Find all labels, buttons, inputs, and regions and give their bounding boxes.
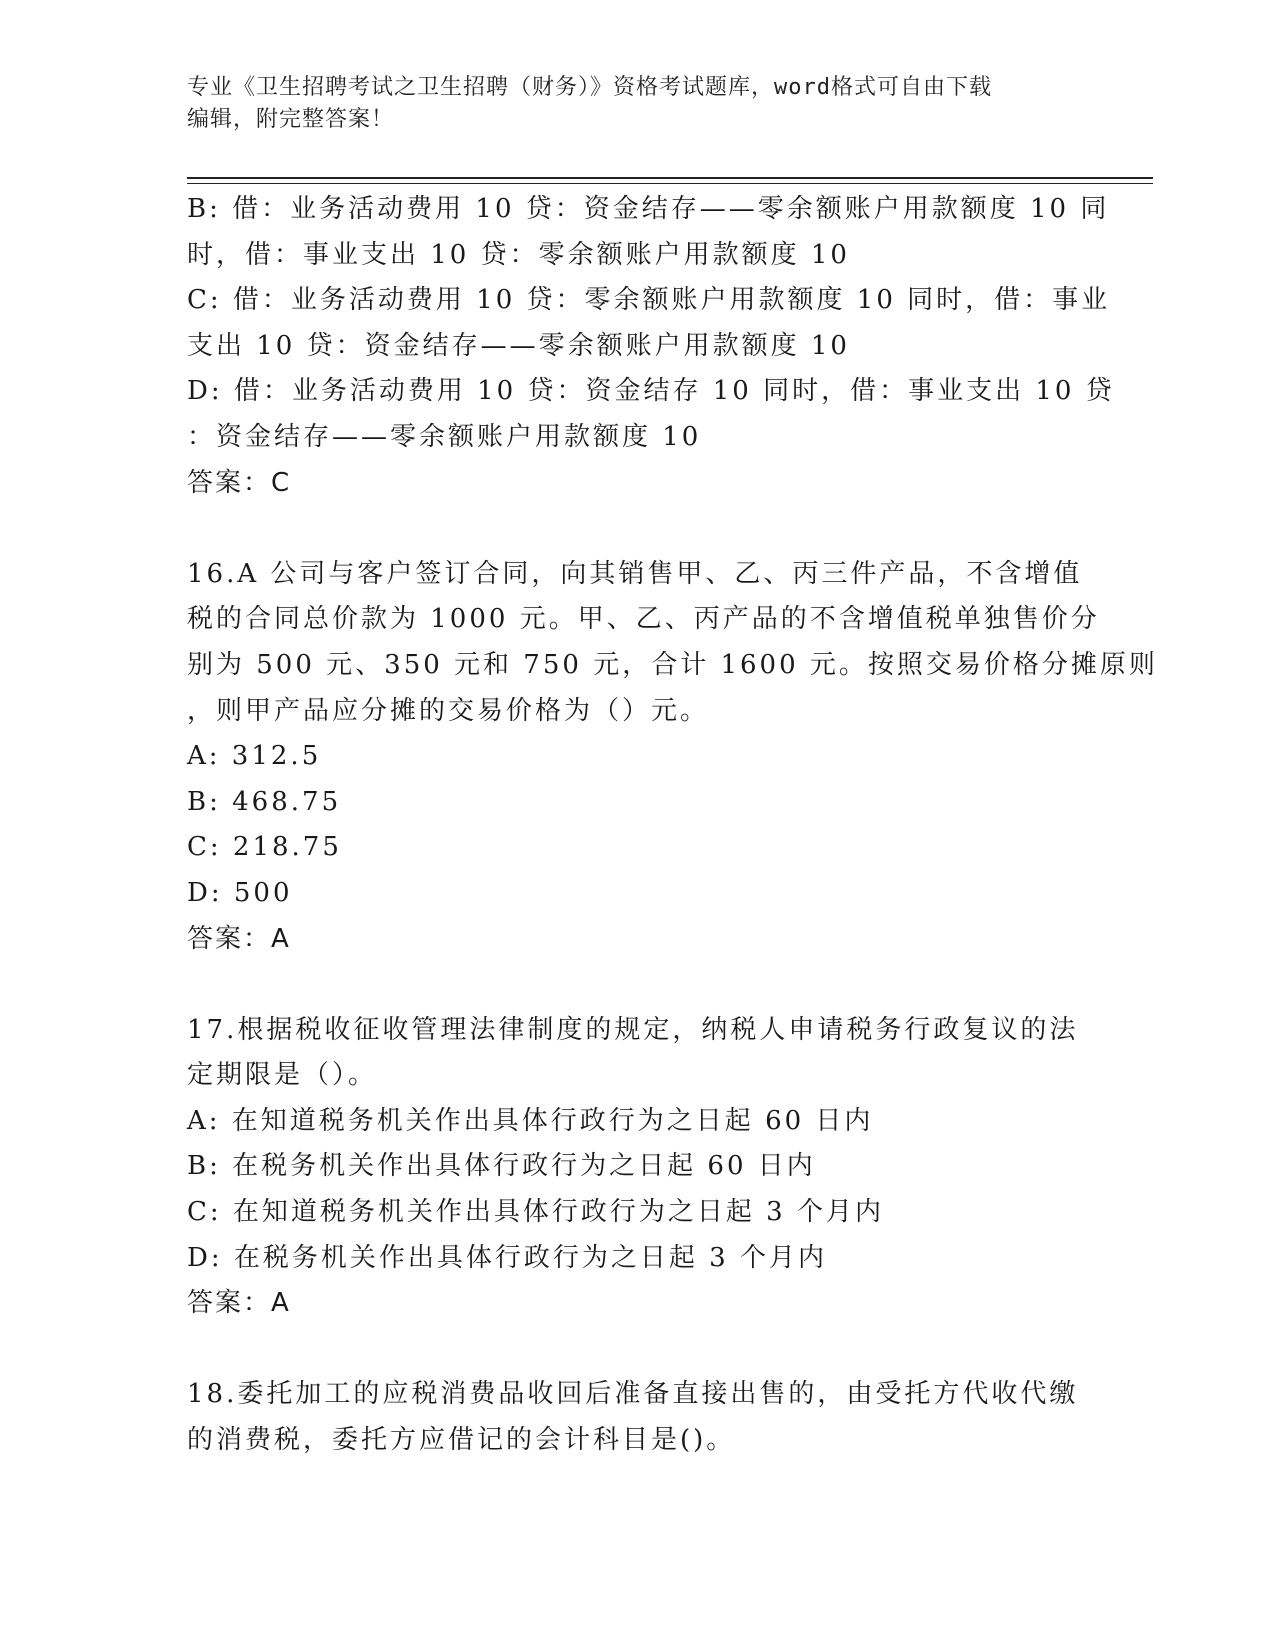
spacer xyxy=(187,962,1077,1008)
option-a: A: 312.5 xyxy=(187,741,322,772)
header-line-1: 专业《卫生招聘考试之卫生招聘（财务）》资格考试题库，word格式可自由下载 xyxy=(187,75,992,100)
option-d: D: 500 xyxy=(187,877,293,908)
spacer xyxy=(187,1327,1077,1373)
question-18-stem-1: 18.委托加工的应税消费品收回后准备直接出售的，由受托方代收代缴 xyxy=(187,1379,1079,1410)
option-d: D: 在税务机关作出具体行政行为之日起 3 个月内 xyxy=(187,1242,827,1273)
question-16-stem-3: 别为 500 元、350 元和 750 元，合计 1600 元。按照交易价格分摊原则 xyxy=(187,649,1158,680)
header-divider-thick xyxy=(187,177,1153,179)
option-b: B: 468.75 xyxy=(187,786,342,817)
header-divider-thin xyxy=(187,183,1153,184)
spacer xyxy=(187,506,1077,552)
question-18-stem-2: 的消费税，委托方应借记的会计科目是()。 xyxy=(187,1425,736,1456)
option-a: A: 在知道税务机关作出具体行政行为之日起 60 日内 xyxy=(187,1105,874,1136)
question-15-options xyxy=(187,187,1115,506)
question-17 xyxy=(187,1008,1077,1327)
answer-15: 答案：C xyxy=(187,467,292,498)
question-16-stem-4: ，则甲产品应分摊的交易价格为（）元。 xyxy=(187,695,710,726)
header-line-2: 编辑，附完整答案！ xyxy=(187,107,395,132)
option-b-line-2: 时，借：事业支出 10 贷：零余额账户用款额度 10 xyxy=(187,239,850,270)
question-17-stem-1: 17.根据税收征收管理法律制度的规定，纳税人申请税务行政复议的法 xyxy=(187,1014,1079,1045)
question-16 xyxy=(187,552,1158,962)
question-16-stem-2: 税的合同总价款为 1000 元。甲、乙、丙产品的不含增值税单独售价分 xyxy=(187,604,1100,635)
question-18 xyxy=(187,1372,1077,1463)
option-c: C: 在知道税务机关作出具体行政行为之日起 3 个月内 xyxy=(187,1197,884,1228)
answer-17: 答案：A xyxy=(187,1288,291,1319)
option-c-line-2: 支出 10 贷：资金结存——零余额账户用款额度 10 xyxy=(187,330,850,361)
question-content xyxy=(187,187,1158,1464)
option-c: C: 218.75 xyxy=(187,832,342,863)
answer-16: 答案：A xyxy=(187,923,291,954)
document-header xyxy=(187,72,1087,136)
question-17-stem-2: 定期限是（）。 xyxy=(187,1060,378,1091)
option-d-line-1: D: 借：业务活动费用 10 贷：资金结存 10 同时，借：事业支出 10 贷 xyxy=(187,376,1115,407)
question-16-stem-1: 16.A 公司与客户签订合同，向其销售甲、乙、丙三件产品，不含增值 xyxy=(187,558,1083,589)
option-b-line-1: B: 借：业务活动费用 10 贷：资金结存——零余额账户用款额度 10 同 xyxy=(187,194,1110,224)
option-b: B: 在税务机关作出具体行政行为之日起 60 日内 xyxy=(187,1151,816,1182)
option-c-line-1: C: 借：业务活动费用 10 贷：零余额账户用款额度 10 同时，借：事业 xyxy=(187,285,1111,316)
option-d-line-2: ：资金结存——零余额账户用款额度 10 xyxy=(187,421,702,452)
